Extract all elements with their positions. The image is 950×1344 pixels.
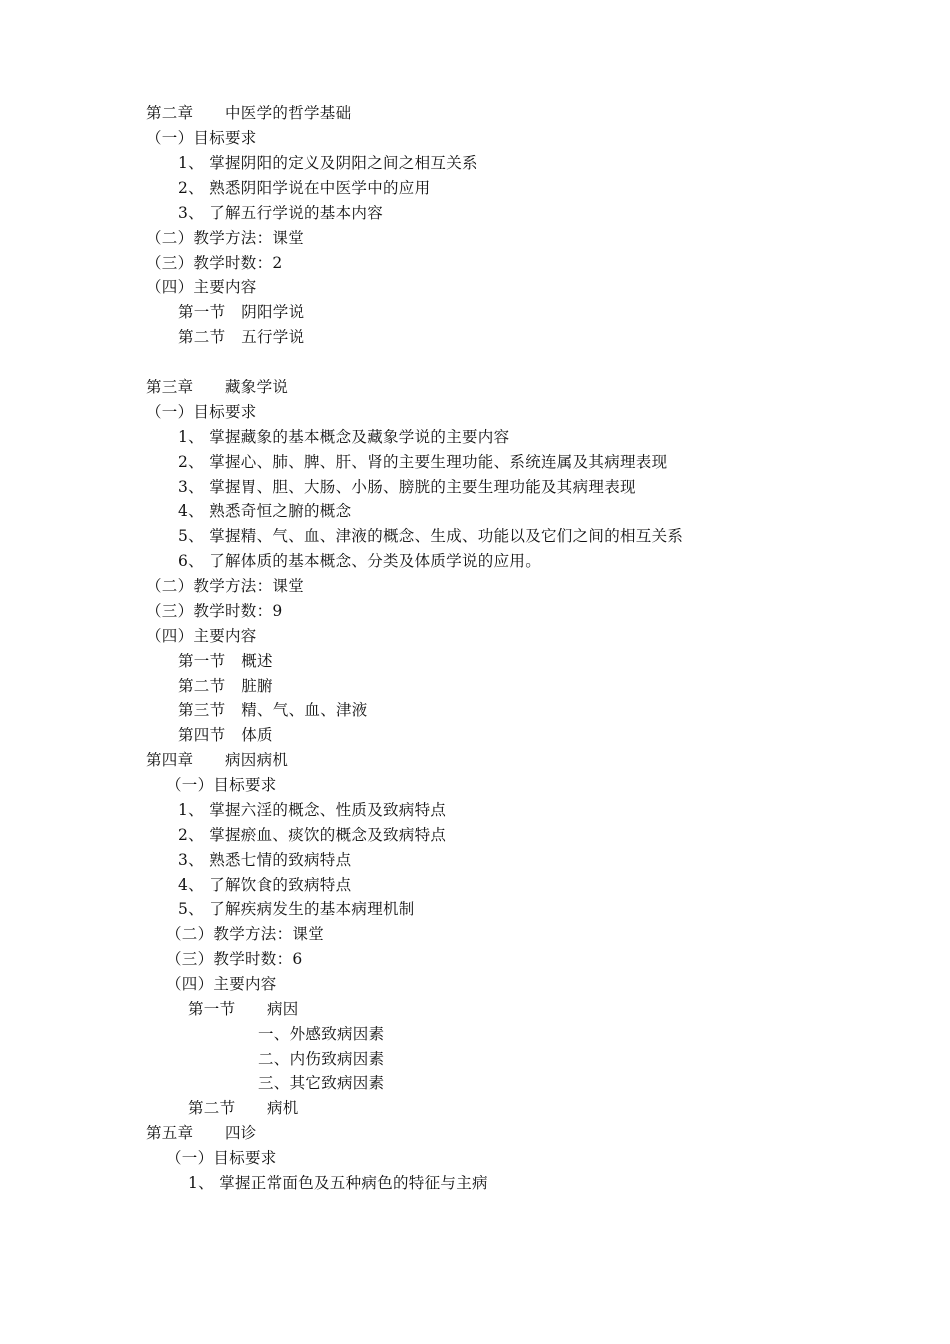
section-item: 第二节 五行学说 (178, 328, 305, 346)
main-content-heading: （四）主要内容 (166, 975, 277, 993)
section-item: 第三节 精、气、血、津液 (178, 701, 368, 719)
subsection-item: 三、其它致病因素 (258, 1074, 385, 1092)
section-item: 第一节 概述 (178, 652, 273, 670)
goal-item: 1、 掌握正常面色及五种病色的特征与主病 (188, 1174, 488, 1192)
goal-item: 1、 掌握六淫的概念、性质及致病特点 (178, 801, 447, 819)
goal-item: 5、 了解疾病发生的基本病理机制 (178, 900, 415, 918)
chapter-heading: 第三章 藏象学说 (146, 378, 289, 396)
goal-item: 1、 掌握阴阳的定义及阴阳之间之相互关系 (178, 154, 478, 172)
goal-item: 2、 掌握心、肺、脾、肝、肾的主要生理功能、系统连属及其病理表现 (178, 453, 668, 471)
chapter-heading: 第二章 中医学的哲学基础 (146, 104, 352, 122)
goal-item: 3、 掌握胃、胆、大肠、小肠、膀胱的主要生理功能及其病理表现 (178, 478, 636, 496)
goal-item: 4、 了解饮食的致病特点 (178, 876, 352, 894)
section-item: 第一节 阴阳学说 (178, 303, 305, 321)
teaching-hours: （三）教学时数：6 (166, 950, 303, 968)
goals-heading: （一）目标要求 (146, 403, 257, 421)
teaching-hours: （三）教学时数：9 (146, 602, 283, 620)
main-content-heading: （四）主要内容 (146, 278, 257, 296)
goal-item: 3、 了解五行学说的基本内容 (178, 204, 383, 222)
goal-item: 4、 熟悉奇恒之腑的概念 (178, 502, 352, 520)
chapter-heading: 第四章 病因病机 (146, 751, 289, 769)
teaching-method: （二）教学方法：课堂 (146, 229, 305, 247)
main-content-heading: （四）主要内容 (146, 627, 257, 645)
goal-item: 5、 掌握精、气、血、津液的概念、生成、功能以及它们之间的相互关系 (178, 527, 684, 545)
goal-item: 2、 熟悉阴阳学说在中医学中的应用 (178, 179, 431, 197)
section-item: 第四节 体质 (178, 726, 273, 744)
goal-item: 6、 了解体质的基本概念、分类及体质学说的应用。 (178, 552, 541, 570)
chapter-heading: 第五章 四诊 (146, 1124, 257, 1142)
goals-heading: （一）目标要求 (146, 129, 257, 147)
goals-heading: （一）目标要求 (166, 776, 277, 794)
teaching-method: （二）教学方法：课堂 (146, 577, 305, 595)
subsection-item: 一、外感致病因素 (258, 1025, 385, 1043)
goal-item: 3、 熟悉七情的致病特点 (178, 851, 352, 869)
goals-heading: （一）目标要求 (166, 1149, 277, 1167)
teaching-hours: （三）教学时数：2 (146, 254, 283, 272)
section-item: 第二节 病机 (188, 1099, 299, 1117)
goal-item: 1、 掌握藏象的基本概念及藏象学说的主要内容 (178, 428, 510, 446)
goal-item: 2、 掌握瘀血、痰饮的概念及致病特点 (178, 826, 447, 844)
subsection-item: 二、内伤致病因素 (258, 1050, 385, 1068)
teaching-method: （二）教学方法：课堂 (166, 925, 325, 943)
section-item: 第二节 脏腑 (178, 677, 273, 695)
section-item: 第一节 病因 (188, 1000, 299, 1018)
